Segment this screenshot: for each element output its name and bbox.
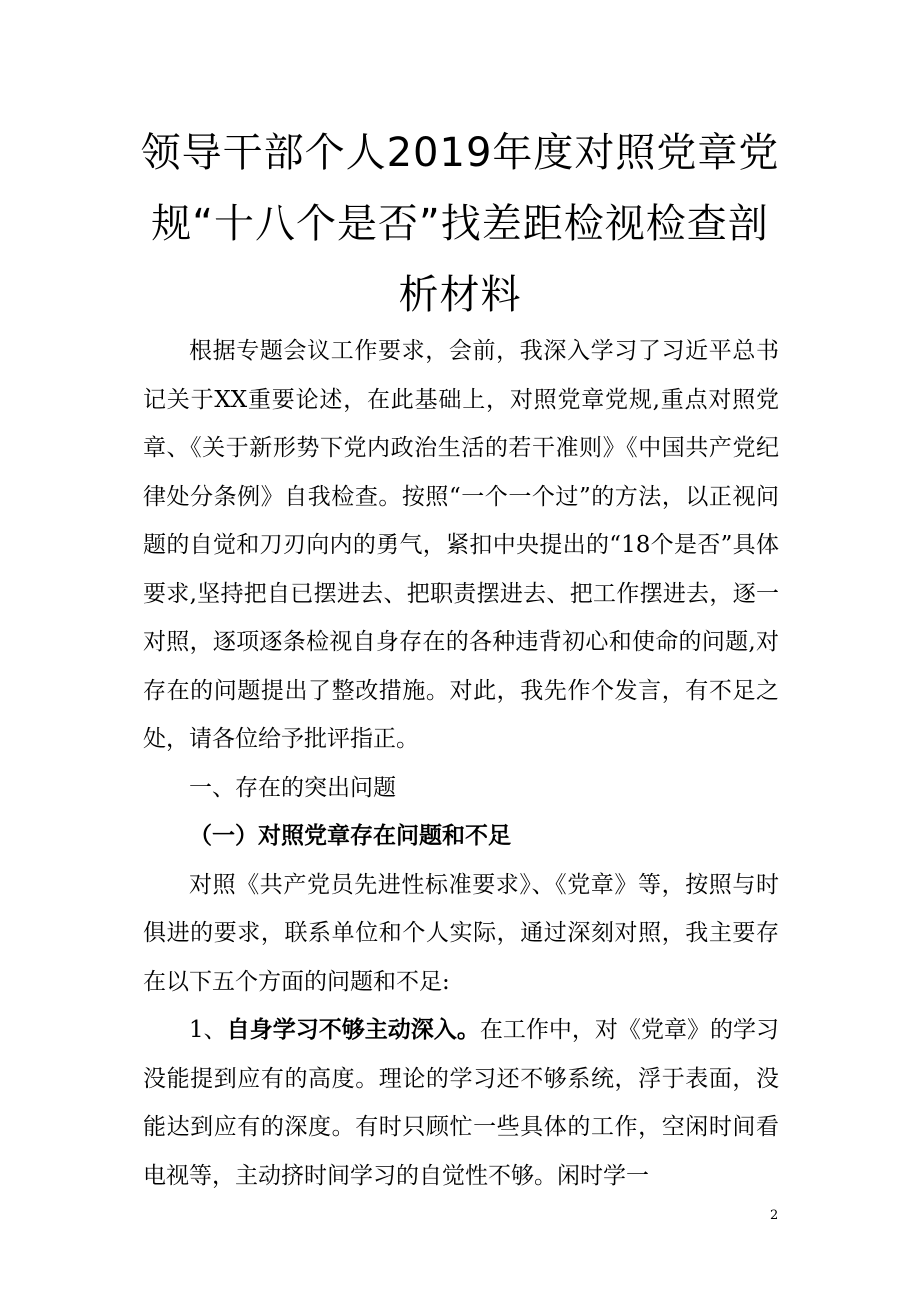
item-text: 在工作中，对《党章》的学习没能提到应有的高度。理论的学习还不够系统，浮于表面，没能达到应有的深度。有时只顾忙一些具体的工作，空闲时间看电视等，主动挤时间学习的自觉性不够。闲时学一 — [143, 1017, 780, 1189]
item-number: 1、 — [189, 1017, 227, 1043]
document-title: 领导干部个人2019年度对照党章党规“十八个是否”找差距检视检查剖析材料 — [140, 130, 780, 318]
subsection-heading: （一）对照党章存在问题和不足 — [189, 823, 511, 849]
document-body — [143, 327, 779, 1200]
section-heading: 一、存在的突出问题 — [189, 774, 396, 801]
numbered-paragraph — [143, 1006, 779, 1200]
page-number: 2 — [770, 1208, 779, 1223]
intro-paragraph: 根据专题会议工作要求，会前，我深入学习了习近平总书记关于XX重要论述，在此基础上，对照党章党规,重点对照党章、《关于新形势下党内政治生活的若干准则》《中国共产党纪律处分条例》自我检查。按照“一个一个过”的方法，以正视问题的自觉和刀刃向内的勇气，紧扣中央提出的“18个是否”具体要求,坚持把自已摆进去、把职责摆进去、把工作摆进去，逐一对照，逐项逐条检视自身存在的各种违背初心和使命的问题,对存在的问题提出了整改措施。对此，我先作个发言，有不足之处，请各位给予批评指正。 — [143, 338, 779, 752]
body-paragraph: 对照《共产党员先进性标准要求》、《党章》等，按照与时俱进的要求，联系单位和个人实际，通过深刻对照，我主要存在以下五个方面的问题和不足: — [143, 871, 779, 995]
item-lead-bold: 自身学习不够主动深入。 — [226, 1017, 480, 1043]
